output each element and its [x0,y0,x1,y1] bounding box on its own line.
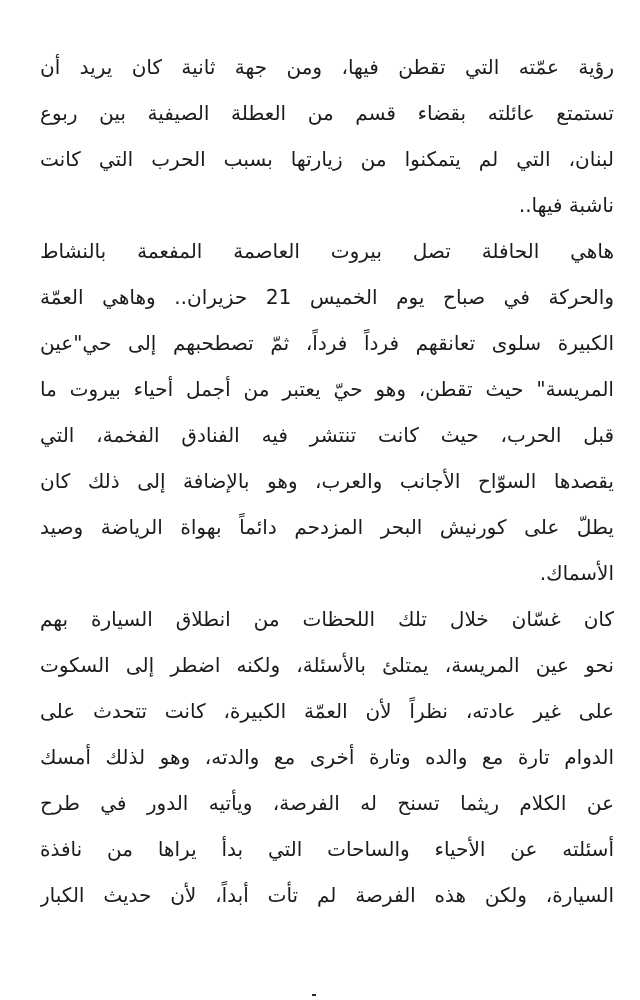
text-line: يقصدها السوّاح الأجانب والعرب، وهو بالإضافة إلى ذلك كان [40,469,614,493]
text-line: ناشبة فيها.. [518,193,614,217]
text-line: لبنان، التي لم يتمكنوا من زيارتها بسبب الحرب التي كانت [40,147,614,171]
text-line: قبل الحرب، حيث كانت تنتشر فيه الفنادق الفخمة، التي [40,423,614,447]
text-line: هاهي الحافلة تصل بيروت العاصمة المفعمة بالنشاط [40,239,614,263]
text-line: على غير عادته، نظراً لأن العمّة الكبيرة، كانت تتحدث على [40,699,614,723]
text-line: الأسماك. [539,561,614,585]
text-line: رؤية عمّته التي تقطن فيها، ومن جهة ثانية كان يريد أن [40,55,614,79]
text-line: الدوام تارة مع والده وتارة أخرى مع والدته، وهو لذلك أمسك [40,745,614,769]
text-line: نحو عين المريسة، يمتلئ بالأسئلة، ولكنه اضطر إلى السكوت [40,653,614,677]
page-number-mark [312,994,316,996]
text-line: يطلّ على كورنيش البحر المزدحم دائماً بهواة الرياضة وصيد [40,515,614,539]
text-line: والحركة في صباح يوم الخميس 21 حزيران.. وهاهي العمّة [40,285,614,309]
text-line: تستمتع عائلته بقضاء قسم من العطلة الصيفية بين ربوع [40,101,614,125]
text-line: كان غسّان خلال تلك اللحظات من انطلاق السيارة بهم [40,607,614,631]
text-line: المريسة" حيث تقطن، وهو حيّ يعتبر من أجمل أحياء بيروت ما [40,377,614,401]
text-line: السيارة، ولكن هذه الفرصة لم تأت أبداً، لأن حديث الكبار [40,883,614,907]
text-line: أسئلته عن الأحياء والساحات التي بدأ يراها من نافذة [40,837,614,861]
text-line: عن الكلام ريثما تسنح له الفرصة، ويأتيه الدور في طرح [40,791,614,815]
text-line: الكبيرة سلوى تعانقهم فرداً فرداً، ثمّ تصطحبهم إلى حي"عين [40,331,614,355]
